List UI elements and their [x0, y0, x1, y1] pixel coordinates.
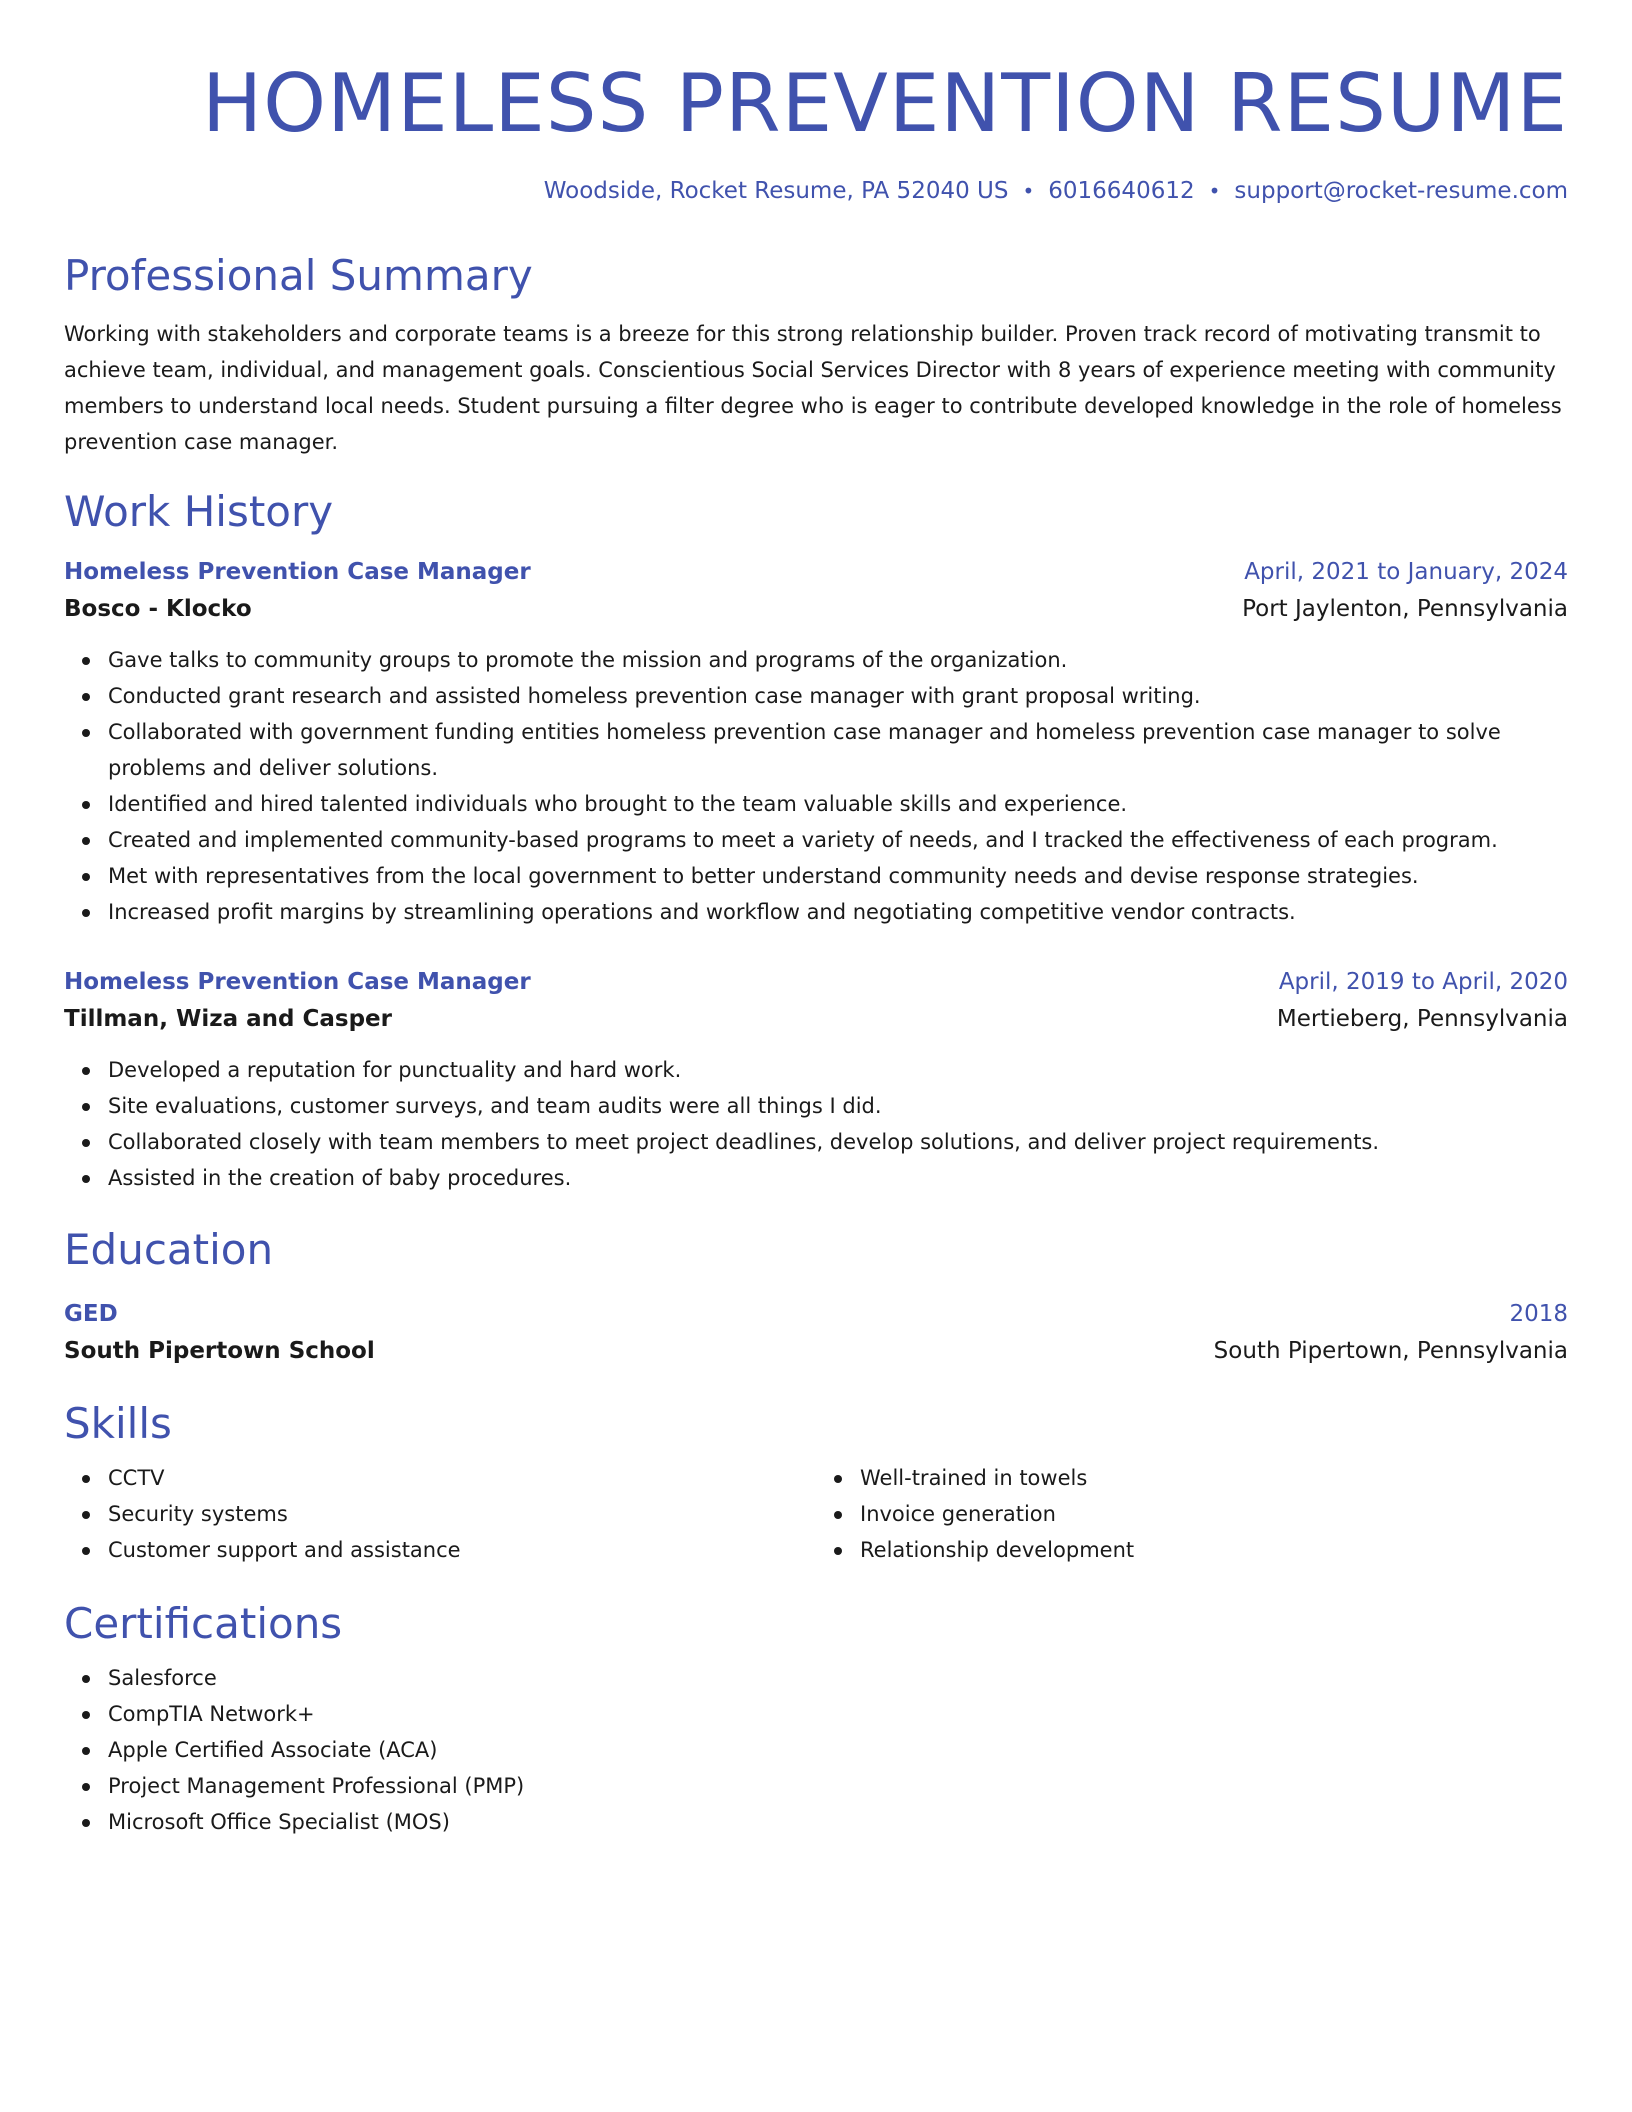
education-entry-subheader — [64, 1332, 1568, 1370]
skill-item: Relationship development — [860, 1532, 1568, 1568]
school-location: South Pipertown, Pennsylvania — [1213, 1338, 1568, 1364]
contact-separator: • — [1022, 179, 1035, 203]
certification-item: Apple Certified Associate (ACA) — [108, 1732, 1568, 1768]
job-duties-list — [64, 642, 1568, 930]
work-entry — [64, 964, 1568, 1196]
job-duty-item: Identified and hired talented individuals who brought to the team valuable skills and experience. — [108, 786, 1568, 822]
school-name: South Pipertown School — [64, 1338, 375, 1364]
section-heading-work-history: Work History — [64, 487, 334, 536]
employer-name: Tillman, Wiza and Casper — [64, 1006, 392, 1032]
employer-name: Bosco - Klocko — [64, 596, 252, 622]
certification-item: Project Management Professional (PMP) — [108, 1768, 1568, 1804]
job-title: Homeless Prevention Case Manager — [64, 969, 531, 995]
education-entry-header — [64, 1296, 1568, 1332]
certifications-list — [64, 1660, 1568, 1840]
work-entry-subheader — [64, 1000, 1568, 1038]
contact-line — [64, 176, 1568, 206]
certification-item: Salesforce — [108, 1660, 1568, 1696]
contact-email: support@rocket-resume.com — [1234, 178, 1568, 204]
skill-item: Customer support and assistance — [108, 1532, 816, 1568]
job-location: Mertieberg, Pennsylvania — [1276, 1006, 1568, 1032]
section-heading-education: Education — [64, 1225, 274, 1274]
resume-title: HOMELESS PREVENTION RESUME — [201, 57, 1568, 150]
summary-text: Working with stakeholders and corporate teams is a breeze for this strong relationship builder. Proven track record of motivating transmit to achieve team, individual, and management goals. Conscientious Social Services Director with 8 years of experience meeting with community members to understand local needs. Student pursuing a filter degree who is eager to contribute developed knowledge in the role of homeless prevention case manager. — [64, 322, 1562, 454]
job-duties-list — [64, 1052, 1568, 1196]
work-entry — [64, 554, 1568, 930]
work-entry-header — [64, 964, 1568, 1000]
job-duty-item: Assisted in the creation of baby procedures. — [108, 1160, 1568, 1196]
skill-item: Invoice generation — [860, 1496, 1568, 1532]
job-duty-item: Collaborated with government funding entities homeless prevention case manager and homeless prevention case manager to solve problems and deliver solutions. — [108, 714, 1568, 786]
skill-item: CCTV — [108, 1460, 816, 1496]
contact-phone: 6016640612 — [1048, 178, 1195, 204]
job-duty-item: Increased profit margins by streamlining operations and workflow and negotiating competitive vendor contracts. — [108, 894, 1568, 930]
job-duty-item: Gave talks to community groups to promote the mission and programs of the organization. — [108, 642, 1568, 678]
job-duty-item: Created and implemented community-based programs to meet a variety of needs, and I tracked the effectiveness of each program. — [108, 822, 1568, 858]
graduation-year: 2018 — [1509, 1301, 1568, 1327]
skill-item: Well-trained in towels — [860, 1460, 1568, 1496]
section-heading-skills: Skills — [64, 1399, 172, 1448]
job-duty-item: Conducted grant research and assisted homeless prevention case manager with grant proposal writing. — [108, 678, 1568, 714]
job-duty-item: Met with representatives from the local government to better understand community needs and devise response strategies. — [108, 858, 1568, 894]
work-entry-subheader — [64, 590, 1568, 628]
job-title: Homeless Prevention Case Manager — [64, 559, 531, 585]
contact-address: Woodside, Rocket Resume, PA 52040 US — [543, 178, 1009, 204]
skills-grid — [64, 1460, 1568, 1568]
contact-separator: • — [1208, 179, 1221, 203]
section-heading-summary: Professional Summary — [64, 251, 533, 300]
section-heading-certifications: Certifications — [64, 1599, 343, 1648]
certification-item: CompTIA Network+ — [108, 1696, 1568, 1732]
education-entry — [64, 1296, 1568, 1370]
job-duty-item: Collaborated closely with team members to meet project deadlines, develop solutions, and deliver project requirements. — [108, 1124, 1568, 1160]
job-duty-item: Developed a reputation for punctuality and hard work. — [108, 1052, 1568, 1088]
job-dates: April, 2019 to April, 2020 — [1278, 969, 1568, 995]
skill-item: Security systems — [108, 1496, 816, 1532]
skills-list-right — [816, 1460, 1568, 1568]
degree-name: GED — [64, 1301, 118, 1327]
work-entry-header — [64, 554, 1568, 590]
job-location: Port Jaylenton, Pennsylvania — [1242, 596, 1568, 622]
certification-item: Microsoft Office Specialist (MOS) — [108, 1804, 1568, 1840]
job-duty-item: Site evaluations, customer surveys, and team audits were all things I did. — [108, 1088, 1568, 1124]
skills-list-left — [64, 1460, 816, 1568]
job-dates: April, 2021 to January, 2024 — [1244, 559, 1568, 585]
